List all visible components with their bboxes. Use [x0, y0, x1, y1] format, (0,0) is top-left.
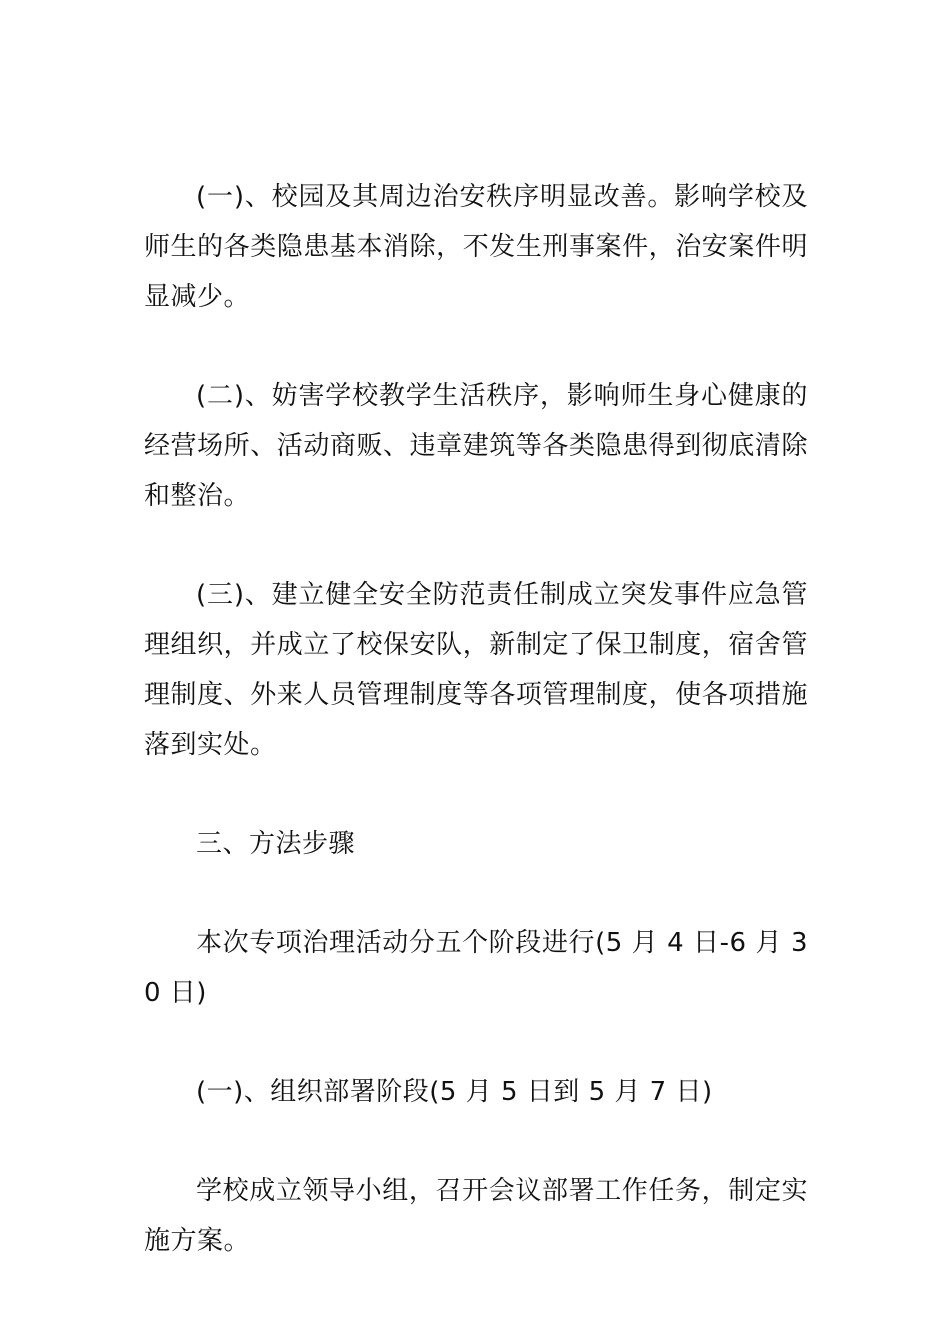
paragraph-phases-intro: 本次专项治理活动分五个阶段进行(5 月 4 日-6 月 30 日)	[144, 928, 808, 1008]
section-heading-methods: 三、方法步骤	[196, 829, 356, 859]
paragraph-phase-1-body: 学校成立领导小组，召开会议部署工作任务，制定实施方案。	[144, 1176, 808, 1256]
paragraph-goal-3: (三)、建立健全安全防范责任制成立突发事件应急管理组织，并成立了校保安队，新制定了保卫制度，宿舍管理制度、外来人员管理制度等各项管理制度，使各项措施落到实处。	[144, 580, 808, 760]
paragraph-goal-1: (一)、校园及其周边治安秩序明显改善。影响学校及师生的各类隐患基本消除，不发生刑事案件，治安案件明显减少。	[144, 182, 808, 312]
paragraph-goal-2: (二)、妨害学校教学生活秩序，影响师生身心健康的经营场所、活动商贩、违章建筑等各类隐患得到彻底清除和整治。	[144, 381, 808, 511]
paragraph-phase-1-title: (一)、组织部署阶段(5 月 5 日到 5 月 7 日)	[196, 1077, 713, 1107]
document-body	[144, 172, 808, 1315]
